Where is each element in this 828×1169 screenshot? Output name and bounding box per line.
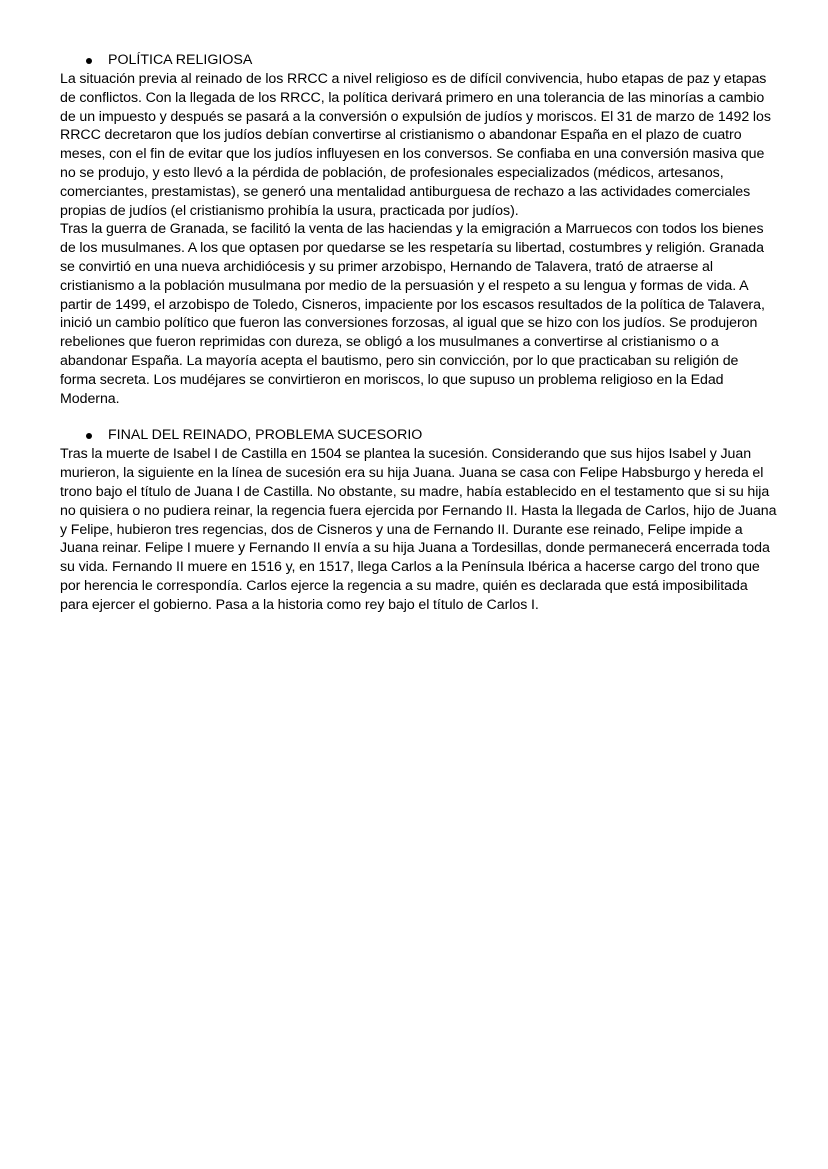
paragraph: Tras la muerte de Isabel I de Castilla en 1504 se plantea la sucesión. Considerando que sus hijos Isabel y Juan murieron, la siguiente en la línea de sucesión era su hija Juana. Juana se casa con Felipe Habsburgo y hereda el trono bajo el título de Juana I de Castilla. No obstante, su madre, había establecido en el testamento que si su hija no quisiera o no pudiera reinar, la regencia fuera ejercida por Fernando II. Hasta la llegada de Carlos, hijo de Juana y Felipe, hubieron tres regencias, dos de Cisneros y una de Fernando II. Durante ese reinado, Felipe impide a Juana reinar. Felipe I muere y Fernando II envía a su hija Juana a Tordesillas, donde permanecerá encerrada toda su vida. Fernando II muere en 1516 y, en 1517, llega Carlos a la Península Ibérica a hacerse cargo del trono que por herencia le correspondía. Carlos ejerce la regencia a su madre, quién es declarada que está imposibilitada para ejercer el gobierno. Pasa a la historia como rey bajo el título de Carlos I. (60, 446, 777, 613)
section-heading (60, 51, 778, 70)
section-heading-text: FINAL DEL REINADO, PROBLEMA SUCESORIO (108, 427, 423, 444)
section-final-del-reinado (60, 426, 778, 614)
bullet-icon (86, 433, 92, 439)
section-heading-text: POLÍTICA RELIGIOSA (108, 52, 253, 69)
paragraph: La situación previa al reinado de los RRCC a nivel religioso es de difícil convivencia, hubo etapas de paz y etapas de conflictos. Con la llegada de los RRCC, la política derivará primero en una tolerancia de las minorías a cambio de un impuesto y después se pasará a la conversión o expulsión de judíos y moriscos. El 31 de marzo de 1492 los RRCC decretaron que los judíos debían convertirse al cristianismo o abandonar España en el plazo de cuatro meses, con el fin de evitar que los judíos influyesen en los conversos. Se confiaba en una conversión masiva que no se produjo, y esto llevó a la pérdida de población, de profesionales especializados (médicos, artesanos, comerciantes, prestamistas), se generó una mentalidad antiburguesa de rechazo a las actividades comerciales propias de judíos (el cristianismo prohibía la usura, practicada por judíos). (60, 71, 771, 219)
section-politica-religiosa (60, 51, 778, 408)
section-heading (60, 426, 778, 445)
bullet-icon (86, 58, 92, 64)
paragraph: Tras la guerra de Granada, se facilitó la venta de las haciendas y la emigración a Marruecos con todos los bienes de los musulmanes. A los que optasen por quedarse se les respetaría su libertad, costumbres y religión. Granada se convirtió en una nueva archidiócesis y su primer arzobispo, Hernando de Talavera, trató de atraerse al cristianismo a la población musulmana por medio de la persuasión y el respeto a su lengua y formas de vida. A partir de 1499, el arzobispo de Toledo, Cisneros, impaciente por los escasos resultados de la política de Talavera, inició un cambio político que fueron las conversiones forzosas, al igual que se hizo con los judíos. Se produjeron rebeliones que fueron reprimidas con dureza, se obligó a los musulmanes a convertirse al cristianismo o a abandonar España. La mayoría acepta el bautismo, pero sin convicción, por lo que practicaban su religión de forma secreta. Los mudéjares se convirtieron en moriscos, lo que supuso un problema religioso en la Edad Moderna. (60, 221, 765, 407)
document-body (60, 51, 778, 615)
